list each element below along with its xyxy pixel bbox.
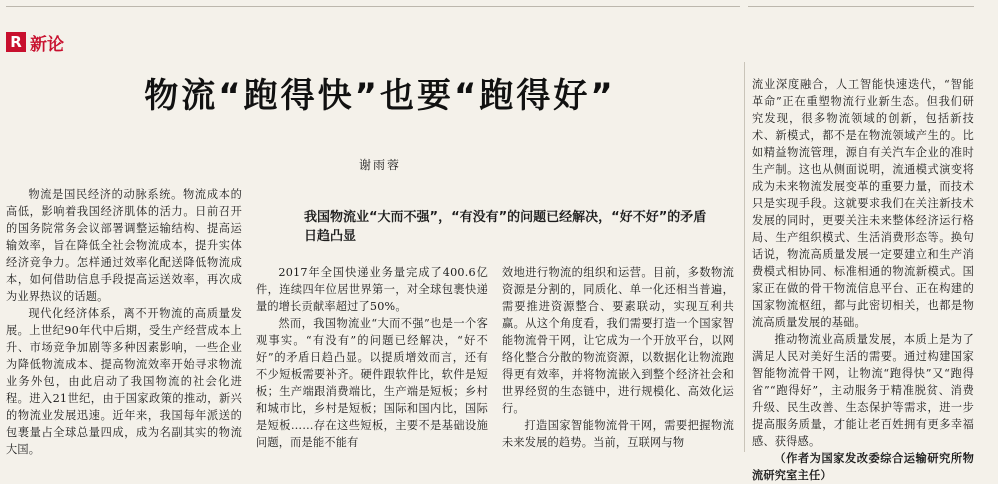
paragraph: 物流是国民经济的动脉系统。物流成本的高低，影响着我国经济肌体的活力。日前召开的国务院常务会议部署调整运输结构、提高运输效率，旨在降低全社会物流成本，提升实体经济竞争力。怎样通过效率化配送降低物流成本，如何借助信息手段提高运送效率，再次成为业界热议的话题。 <box>6 188 242 303</box>
author-note: （作者为国家发改委综合运输研究所物流研究室主任） <box>752 452 974 482</box>
paragraph: 推动物流业高质量发展，本质上是为了满足人民对美好生活的需要。通过构建国家智能物流骨干网，让物流“跑得快”又“跑得省”“跑得好”，主动服务于精准脱贫、消费升级、民生改善、生态保护等需求，进一步提高服务质量，才能让老百姓拥有更多幸福感、获得感。 <box>752 333 974 448</box>
paragraph: 2017年全国快递业务量完成了400.6亿件，连续四年位居世界第一，对全球包裹快递量的增长贡献率超过了50%。 <box>256 266 488 313</box>
paragraph: 效地进行物流的组织和运营。目前，多数物流资源是分割的，同质化、单一化还相当普遍，需要推进资源整合、要素联动，实现互利共赢。从这个角度看，我们需要打造一个国家智能物流骨干网，让它成为一个开放平台，以网络化整合分散的物流资源，以数据化让物流跑得更有效率，并将物流嵌入到整个经济社会和世界经贸的生态链中，进行规模化、高效化运行。 <box>502 266 734 415</box>
column-right <box>752 76 974 482</box>
top-rule <box>6 6 740 7</box>
paragraph: 现代化经济体系，离不开物流的高质量发展。上世纪90年代中后期，受生产经营成本上升、市场竞争加剧等多种因素影响，一些企业为降低物流成本、提高物流效率开始寻求物流业务外包，由此启动了我国物流的社会化进程。进入21世纪，由于国家政策的推动，新兴的物流业发展迅速。近年来，我国每年派送的包裹量占全球总量四成，成为名副其实的物流大国。 <box>6 307 242 456</box>
headline: 物流“跑得快”也要“跑得好” <box>144 76 616 116</box>
section-logo-icon: R <box>6 32 26 52</box>
top-rule-right <box>748 6 974 7</box>
paragraph: 流业深度融合，人工智能快速迭代，“智能革命”正在重塑物流行业新生态。但我们研究发现，很多物流领域的创新，包括新技术、新模式，都不是在物流领域产生的。比如精益物流管理，源自有关汽车企业的准时生产制。这也从侧面说明，流通模式演变将成为未来物流发展变革的重要力量，而技术只是实现手段。这就要求我们在关注新技术发展的同时，更要关注未来整体经济运行格局、生产组织模式、生活消费形态等。换句话说，物流高质量发展一定要建立和生产消费模式相协同、标准相通的物流新模式。国家正在做的骨干物流信息平台、正在构建的国家物流枢纽，都与此密切相关，也都是物流高质量发展的基础。 <box>752 78 974 329</box>
paragraph: 打造国家智能物流骨干网，需要把握物流未来发展的趋势。当前，互联网与物 <box>502 419 734 449</box>
byline: 谢雨蓉 <box>358 158 401 172</box>
column-middle-1 <box>256 264 488 454</box>
column-left <box>6 186 242 456</box>
section-tag <box>6 30 64 54</box>
column-divider <box>744 62 745 452</box>
paragraph: 然而，我国物流业“大而不强”也是一个客观事实。“有没有”的问题已经解决，“好不好”的矛盾日趋凸显。以提质增效而言，还有不少短板需要补齐。硬件跟软件比，软件是短板；生产端跟消费端比，生产端是短板；乡村和城市比，乡村是短板；国际和国内比，国际是短板……存在这些短板，主要不是基础设施问题，而是能不能有 <box>256 317 488 449</box>
section-name: 新论 <box>30 34 64 55</box>
summary-deck: 我国物流业“大而不强”，“有没有”的问题已经解决，“好不好”的矛盾日趋凸显 <box>304 210 707 244</box>
column-middle-2 <box>502 264 734 454</box>
